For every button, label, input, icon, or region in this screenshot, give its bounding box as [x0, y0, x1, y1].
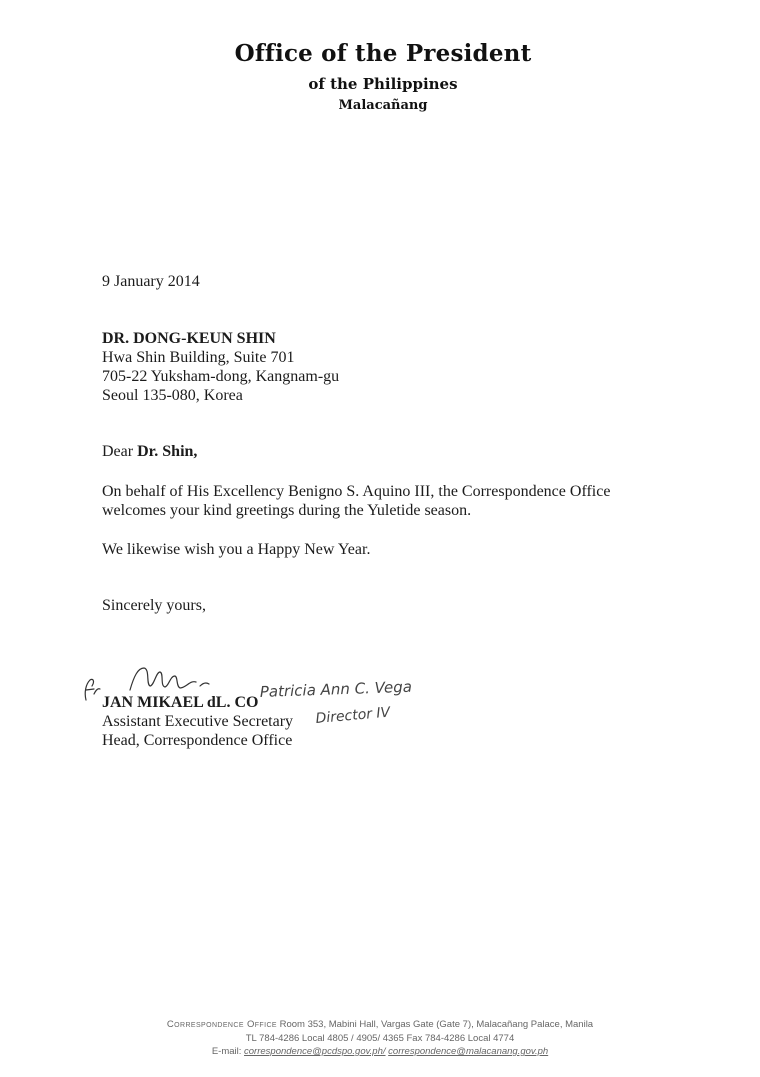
footer-office-label: Correspondence Office [166, 1019, 277, 1030]
recipient-address-line: Seoul 135-080, Korea [102, 387, 243, 404]
footer-email-link-2[interactable]: correspondence@malacanang.gov.ph [388, 1046, 549, 1057]
salutation [102, 442, 197, 461]
handwritten-name: Patricia Ann C. Vega [259, 677, 413, 701]
handwritten-title: Director IV [314, 704, 391, 727]
body-line: welcomes your kind greetings during the Yuletide season. [102, 502, 472, 519]
body-paragraph-2: We likewise wish you a Happy New Year. [102, 541, 371, 558]
letterhead-subtitle: of the Philippines [308, 75, 458, 93]
footer-email-link-1[interactable]: correspondence@pcdspo.gov.ph/ [244, 1046, 386, 1057]
recipient-address-line: 705-22 Yuksham-dong, Kangnam-gu [102, 368, 340, 385]
signatory-name: JAN MIKAEL dL. CO [102, 694, 259, 711]
footer-address-text: Room 353, Mabini Hall, Vargas Gate (Gate 7), Malacañang Palace, Manila [279, 1019, 594, 1030]
letterhead-place: Malacañang [338, 98, 428, 113]
letterhead-title: Office of the President [234, 40, 532, 67]
footer-email [0, 1046, 760, 1057]
signatory-title: Assistant Executive Secretary [102, 713, 294, 730]
signatory-office: Head, Correspondence Office [102, 732, 293, 749]
body-line: On behalf of His Excellency Benigno S. Aquino III, the Correspondence Office [102, 483, 611, 500]
recipient-address-line: Hwa Shin Building, Suite 701 [102, 349, 295, 366]
recipient-name: DR. DONG-KEUN SHIN [102, 330, 276, 347]
footer-email-label: E-mail: [211, 1046, 242, 1057]
salutation-name: Dr. Shin, [137, 443, 198, 460]
footer-address [0, 1019, 760, 1030]
closing: Sincerely yours, [102, 597, 206, 614]
footer-phones: TL 784-4286 Local 4805 / 4905/ 4365 Fax 784-4286 Local 4774 [245, 1033, 515, 1044]
letter-date: 9 January 2014 [102, 273, 200, 290]
salutation-greeting: Dear [102, 443, 134, 460]
